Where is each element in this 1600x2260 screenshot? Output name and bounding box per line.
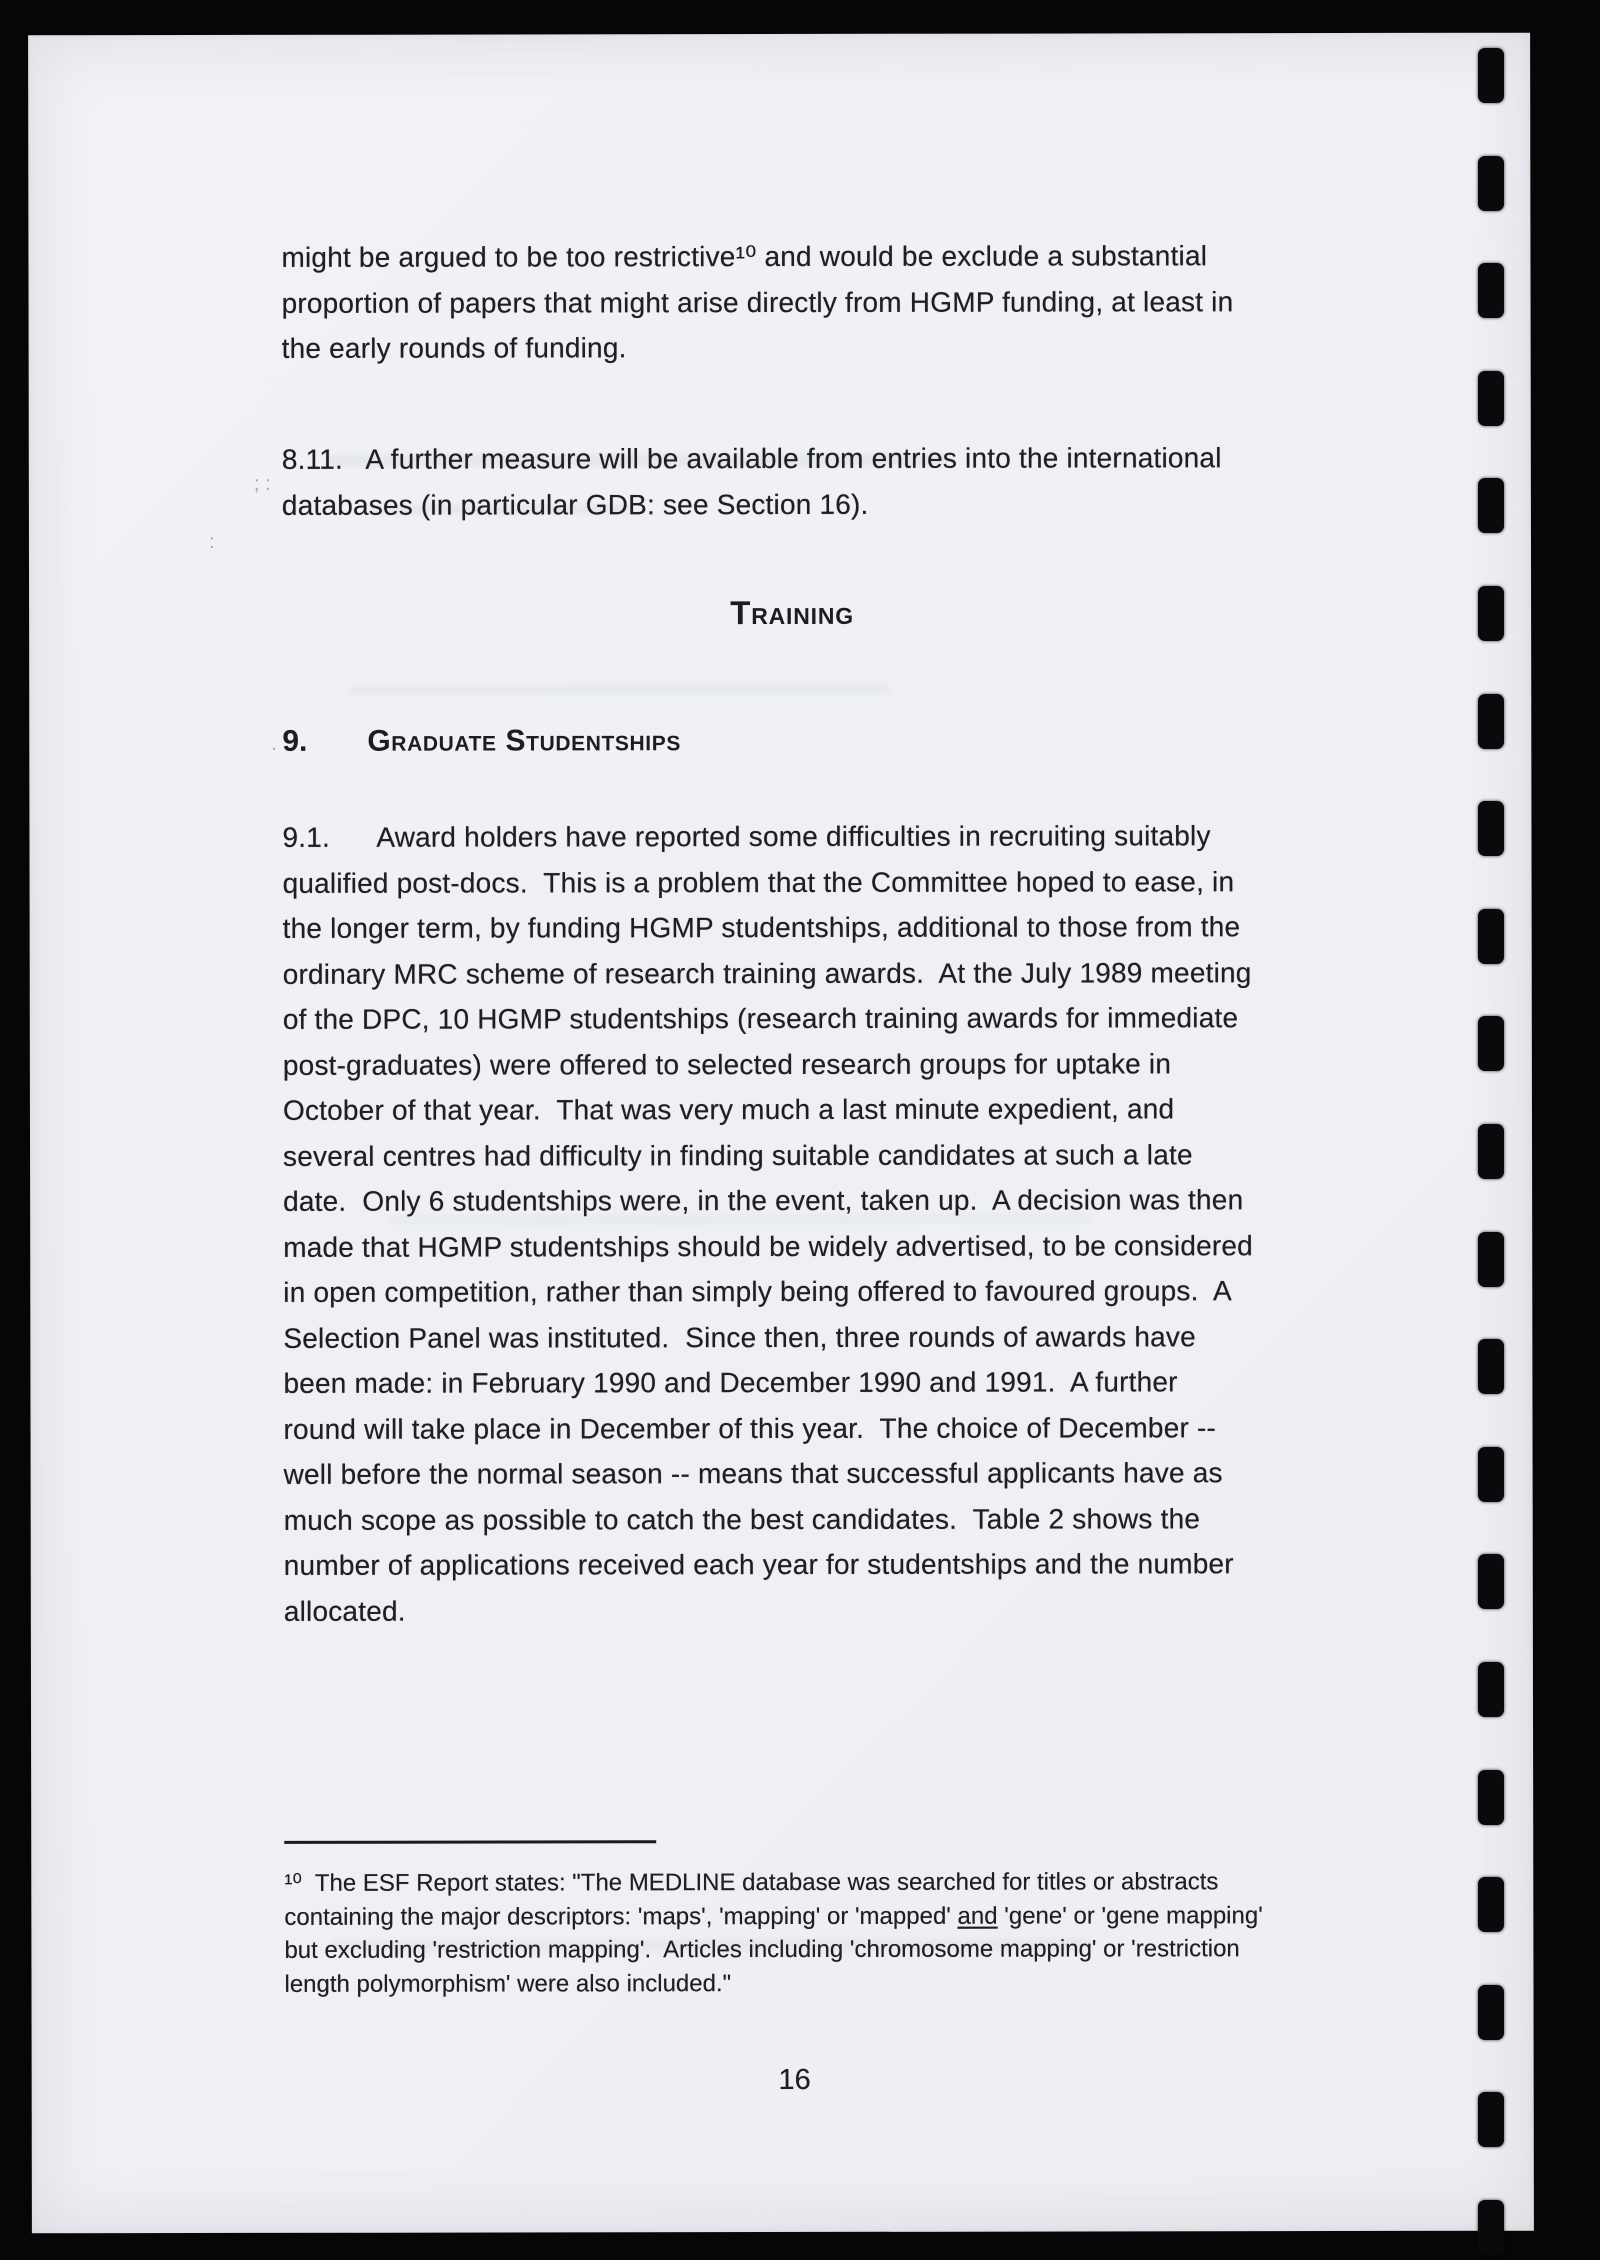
binding-hole (1478, 1770, 1504, 1825)
scan-speck: : (208, 530, 215, 553)
scan-speck: ; : (253, 472, 271, 495)
paragraph-8-11: 8.11. A further measure will be available from entries into the international databases (in particular GDB: see Section 16). (281, 442, 1222, 521)
binding-hole (1478, 263, 1504, 318)
binding-hole (1478, 1232, 1504, 1287)
binding-hole (1478, 1016, 1504, 1071)
footnote-line: but excluding 'restriction mapping'. Articles including 'chromosome mapping' or 'restriction (284, 1935, 1240, 1964)
footnote-line (284, 1898, 1379, 1933)
text-column (281, 33, 1315, 2233)
binding-hole (1478, 48, 1504, 103)
binding-hole (1478, 1554, 1504, 1609)
binding-hole (1478, 371, 1504, 426)
binding-hole (1478, 801, 1504, 856)
footnote-line2-pre: containing the major descriptors: 'maps', 'mapping' or 'mapped' (284, 1902, 958, 1931)
page-number: 16 (778, 2063, 811, 2097)
binding-hole (1478, 586, 1504, 641)
binding-hole (1478, 1124, 1504, 1179)
footnote-10 (284, 1865, 1379, 2001)
scan-speck: . (271, 732, 277, 755)
footnote-divider (284, 1840, 656, 1844)
footnote-line: length polymorphism' were also included." (284, 1969, 732, 1998)
footnote-line: ¹⁰ The ESF Report states: "The MEDLINE database was searched for titles or abstracts (284, 1868, 1219, 1897)
binding-hole (1478, 2200, 1504, 2255)
binding-hole (1478, 156, 1504, 211)
paragraph-intro-continuation: might be argued to be too restrictive¹⁰ and would be exclude a substantial proportion of papers that might arise directly from HGMP funding, at least in the early rounds of funding. (281, 240, 1234, 364)
section-heading-training: Training (730, 593, 854, 632)
paper-sheet (28, 33, 1534, 2234)
binding-hole (1478, 694, 1504, 749)
binding-hole (1478, 1877, 1504, 1932)
binding-hole (1478, 478, 1504, 533)
binding-hole (1478, 2092, 1504, 2147)
binding-hole (1478, 1662, 1504, 1717)
section-title: Graduate Studentships (367, 724, 681, 758)
paragraph-9-1: 9.1. Award holders have reported some difficulties in recruiting suitably qualified post-docs. This is a problem that the Committee hoped to ease, in the longer term, by funding HGMP studentships, additional to those from the ordinary MRC scheme of research training awards. At the July 1989 meeting of the DPC, 10 HGMP studentships (research training awards for immediate post-graduates) were offered to selected research groups for uptake in October of that year. That was very much a last minute expedient, and several centres had difficulty in finding suitable candidates at such a late date. Only 6 studentships were, in the event, taken up. A decision was then made that HGMP studentships should be widely advertised, to be considered in open competition, rather than simply being offered to favoured groups. A Selection Panel was instituted. Since then, three rounds of awards have been made: in February 1990 and December 1990 and 1991. A further round will take place in December of this year. The choice of December -- well before the normal season -- means that successful applicants have as much scope as possible to catch the best candidates. Table 2 shows the number of applications received each year for studentships and the number allocated. (282, 820, 1253, 1627)
binding-hole (1478, 909, 1504, 964)
binding-rail (1478, 40, 1510, 2232)
section-heading-9 (282, 724, 681, 759)
footnote-line2-post: 'gene' or 'gene mapping' (997, 1901, 1263, 1930)
footnote-line2-underlined-and: and (957, 1902, 998, 1930)
binding-hole (1478, 1447, 1504, 1502)
binding-hole (1478, 1985, 1504, 2040)
binding-hole (1478, 1339, 1504, 1394)
section-number: 9. (282, 724, 308, 758)
